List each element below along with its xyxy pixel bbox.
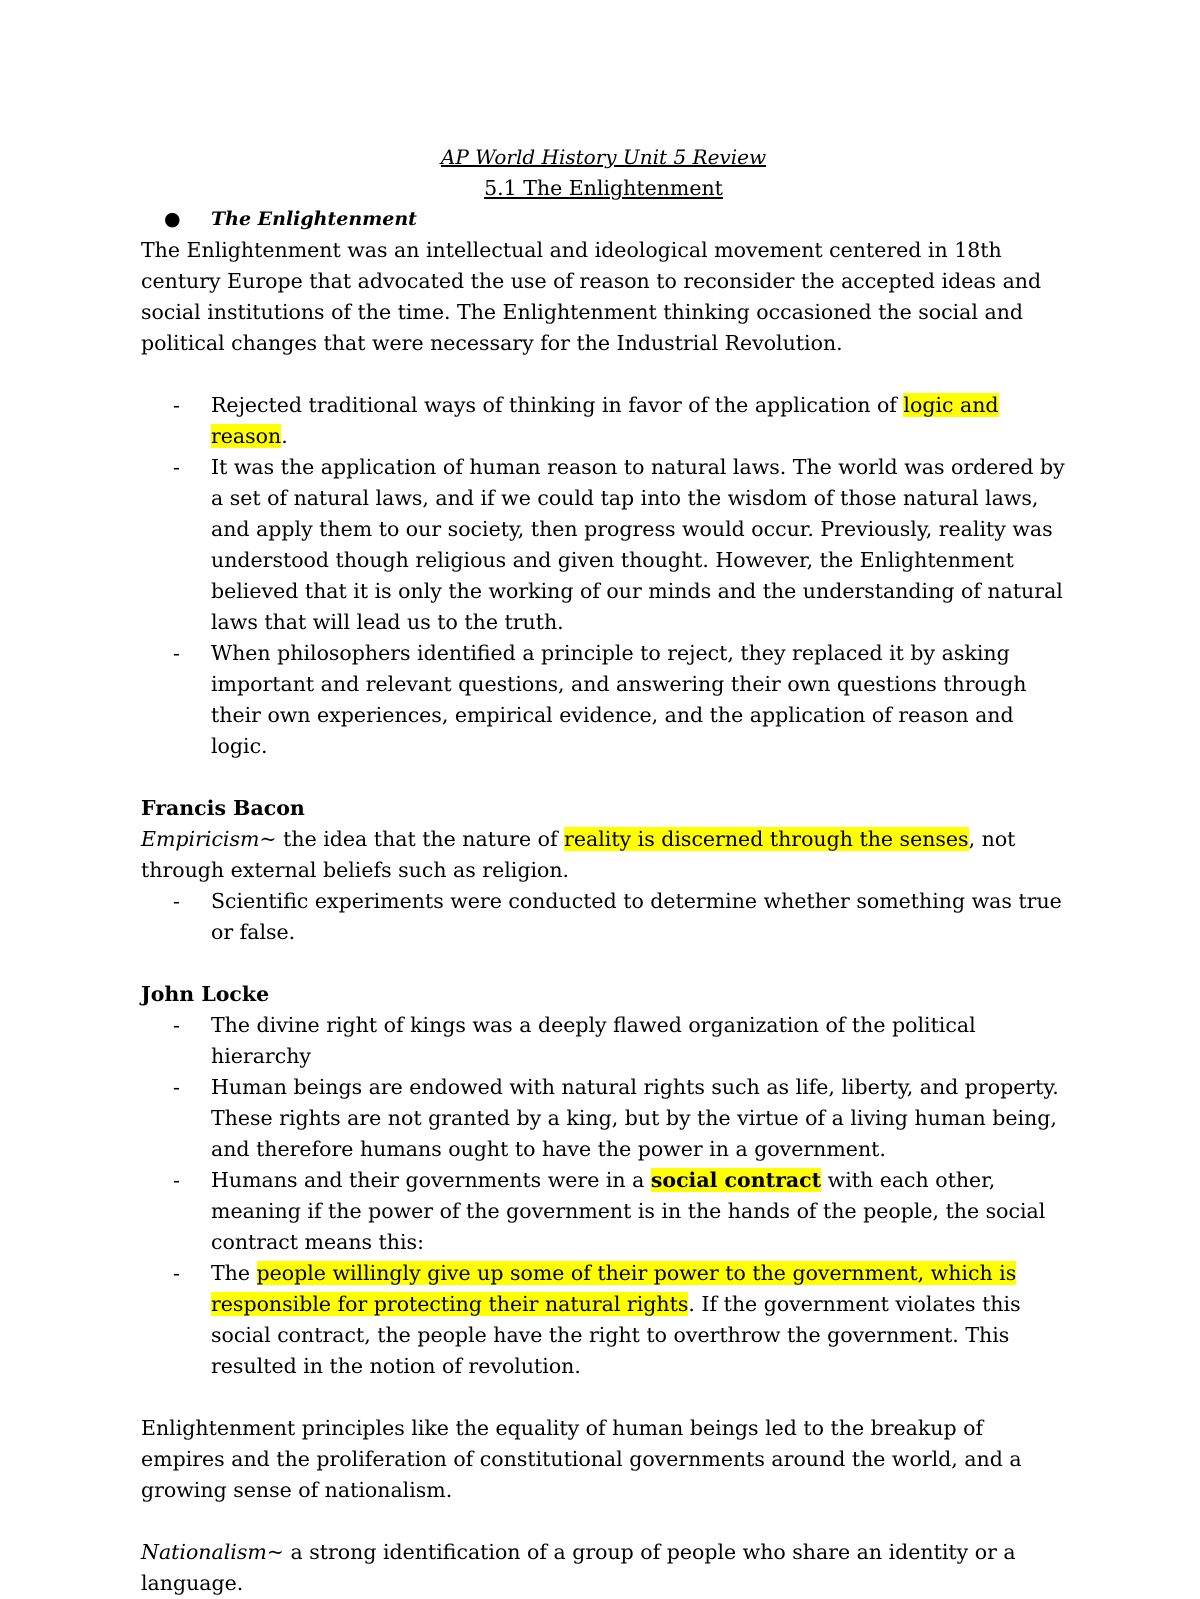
dash-marker: -	[173, 1261, 180, 1285]
document-title: AP World History Unit 5 Review	[440, 145, 767, 169]
dash-marker: -	[173, 393, 180, 417]
highlight-people-give-power: people willingly give up some of their power to the government, which is responsible for protecting their natural rights	[211, 1261, 1017, 1316]
spacer	[141, 359, 1066, 390]
list-item	[141, 1072, 1066, 1165]
spacer	[141, 1382, 1066, 1413]
list-item	[141, 638, 1066, 762]
text-run: Humans and their governments were in a	[211, 1168, 651, 1192]
text-run: It was the application of human reason to natural laws. The world was ordered by a set of natural laws, and if we could tap into the wisdom of those natural laws, and apply them to our society, then progress would occur. Previously, reality was understood though religious and given thought. However, the Enlightenment believed that it is only the working of our minds and the understanding of natural laws that will lead us to the truth.	[211, 455, 1065, 634]
nationalism-definition	[141, 1537, 1066, 1599]
closing-paragraph: Enlightenment principles like the equality of human beings led to the breakup of empires and the proliferation of constitutional governments around the world, and a growing sense of nationalism.	[141, 1416, 1022, 1502]
dash-marker: -	[173, 641, 180, 665]
dash-marker: -	[173, 1013, 180, 1037]
enlightenment-points	[141, 390, 1066, 762]
text-run: Rejected traditional ways of thinking in favor of the application of	[211, 393, 904, 417]
empiricism-definition	[141, 824, 1066, 886]
john-locke-heading: John Locke	[141, 982, 270, 1006]
locke-points	[141, 1010, 1066, 1382]
section-title: 5.1 The Enlightenment	[484, 176, 723, 200]
bullet-dot-icon: ●	[164, 208, 181, 230]
dash-marker: -	[173, 1168, 180, 1192]
document-content	[141, 142, 1066, 1599]
dash-marker: -	[173, 889, 180, 913]
spacer	[141, 762, 1066, 793]
nationalism-term: Nationalism~	[141, 1540, 284, 1564]
list-item	[141, 886, 1066, 948]
text-run: . If the government violates this social contract, the people have the right to overthrow the government. This resulted in the notion of revolution.	[211, 1292, 1021, 1378]
list-item	[141, 452, 1066, 638]
enlightenment-intro: The Enlightenment was an intellectual and ideological movement centered in 18th century Europe that advocated the use of reason to reconsider the accepted ideas and social institutions of the time. The Enlightenment thinking occasioned the social and political changes that were necessary for the Industrial Revolution.	[141, 238, 1042, 355]
list-item	[141, 1165, 1066, 1258]
bullet-heading-text: The Enlightenment	[211, 208, 417, 230]
francis-bacon-heading: Francis Bacon	[141, 796, 305, 820]
text-run: the idea that the nature of	[276, 827, 565, 851]
bacon-points	[141, 886, 1066, 948]
spacer	[141, 948, 1066, 979]
highlight-social-contract: social contract	[650, 1168, 822, 1192]
dash-marker: -	[173, 1075, 180, 1099]
empiricism-term: Empiricism~	[141, 827, 277, 851]
dash-marker: -	[173, 455, 180, 479]
text-run: , not through external beliefs such as religion.	[141, 827, 1016, 882]
spacer	[141, 1506, 1066, 1537]
list-item	[141, 390, 1066, 452]
text-run: with each other, meaning if the power of the government is in the hands of the people, the social contract means this:	[211, 1168, 1046, 1254]
enlightenment-bullet-heading	[141, 204, 1066, 235]
text-run: Human beings are endowed with natural rights such as life, liberty, and property. These rights are not granted by a king, but by the virtue of a living human being, and therefore humans ought to have the power in a government.	[211, 1075, 1059, 1161]
text-run: .	[281, 424, 288, 448]
highlight-senses: reality is discerned through the senses	[564, 827, 969, 851]
text-run: The divine right of kings was a deeply flawed organization of the political hierarchy	[211, 1013, 976, 1068]
text-run: The	[211, 1261, 257, 1285]
highlight-logic-reason: logic and reason	[211, 393, 999, 448]
list-item	[141, 1010, 1066, 1072]
text-run: a strong identification of a group of people who share an identity or a language.	[141, 1540, 1016, 1595]
text-run: When philosophers identified a principle to reject, they replaced it by asking important and relevant questions, and answering their own questions through their own experiences, empirical evidence, and the application of reason and logic.	[211, 641, 1027, 758]
text-run: Scientific experiments were conducted to determine whether something was true or false.	[211, 889, 1062, 944]
list-item	[141, 1258, 1066, 1382]
